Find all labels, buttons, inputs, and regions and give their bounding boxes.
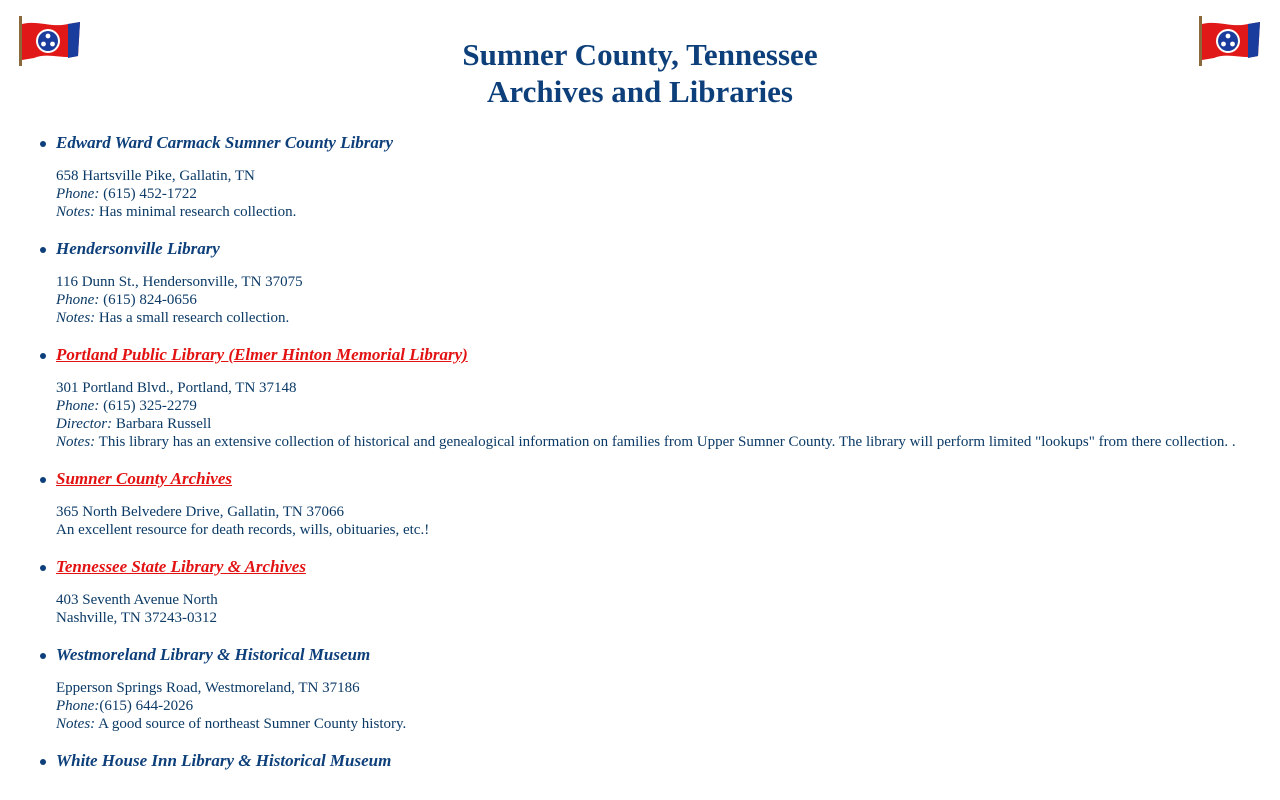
phone-label: Phone: [56, 398, 100, 414]
library-details [56, 679, 1280, 733]
library-notes [56, 433, 1280, 451]
library-notes [56, 203, 1280, 221]
page-title [0, 36, 1280, 110]
list-item [56, 750, 1280, 772]
library-notes [56, 309, 1280, 327]
library-details [56, 591, 1280, 627]
notes-value: Has a small research collection. [95, 310, 290, 326]
library-name: White House Inn Library & Historical Museum [56, 751, 392, 770]
phone-value: (615) 452-1722 [99, 186, 197, 202]
library-notes [56, 715, 1280, 733]
library-name: Edward Ward Carmack Sumner County Library [56, 133, 394, 152]
library-name-link[interactable]: Sumner County Archives [56, 469, 233, 488]
director-value: Barbara Russell [112, 416, 212, 432]
library-address-line2: Nashville, TN 37243-0312 [56, 610, 217, 626]
library-address: 301 Portland Blvd., Portland, TN 37148 [56, 380, 297, 396]
notes-label: Notes: [56, 204, 96, 220]
library-phone [56, 697, 1280, 715]
notes-value: A good source of northeast Sumner County history. [95, 716, 407, 732]
phone-label: Phone: [56, 186, 100, 202]
library-details [56, 503, 1280, 539]
library-name: Hendersonville Library [56, 239, 220, 258]
library-description: An excellent resource for death records, wills, obituaries, etc.! [56, 522, 430, 538]
director-label: Director: [56, 416, 113, 432]
library-phone [56, 291, 1280, 309]
library-name-link[interactable]: Tennessee State Library & Archives [56, 557, 306, 576]
list-item [56, 644, 1280, 733]
notes-label: Notes: [56, 716, 96, 732]
library-director [56, 415, 1280, 433]
notes-label: Notes: [56, 434, 96, 450]
library-details [56, 167, 1280, 221]
list-item [56, 132, 1280, 221]
phone-value: (615) 644-2026 [99, 698, 194, 714]
notes-label: Notes: [56, 310, 96, 326]
phone-value: (615) 824-0656 [99, 292, 197, 308]
library-phone [56, 397, 1280, 415]
list-item [56, 556, 1280, 627]
notes-value: This library has an extensive collection of historical and genealogical information on families from Upper Sumner County. The library will perform limited "lookups" from there collection. . [95, 434, 1236, 450]
list-item [56, 344, 1280, 451]
phone-label: Phone: [56, 698, 100, 714]
page-title-line1: Sumner County, Tennessee [462, 37, 818, 72]
library-address: 403 Seventh Avenue North [56, 592, 218, 608]
list-item [56, 238, 1280, 327]
library-address: 116 Dunn St., Hendersonville, TN 37075 [56, 274, 303, 290]
library-address: 365 North Belvedere Drive, Gallatin, TN 37066 [56, 504, 344, 520]
page-title-line2: Archives and Libraries [487, 74, 793, 109]
notes-value: Has minimal research collection. [95, 204, 297, 220]
library-name: Westmoreland Library & Historical Museum [56, 645, 371, 664]
list-item [56, 468, 1280, 539]
library-list [0, 132, 1280, 789]
library-address: Epperson Springs Road, Westmoreland, TN 37186 [56, 680, 360, 696]
library-name-link[interactable]: Portland Public Library (Elmer Hinton Memorial Library) [56, 345, 468, 364]
library-phone [56, 185, 1280, 203]
library-details [56, 379, 1280, 451]
library-address: 658 Hartsville Pike, Gallatin, TN [56, 168, 255, 184]
phone-value: (615) 325-2279 [99, 398, 197, 414]
library-details [56, 273, 1280, 327]
phone-label: Phone: [56, 292, 100, 308]
